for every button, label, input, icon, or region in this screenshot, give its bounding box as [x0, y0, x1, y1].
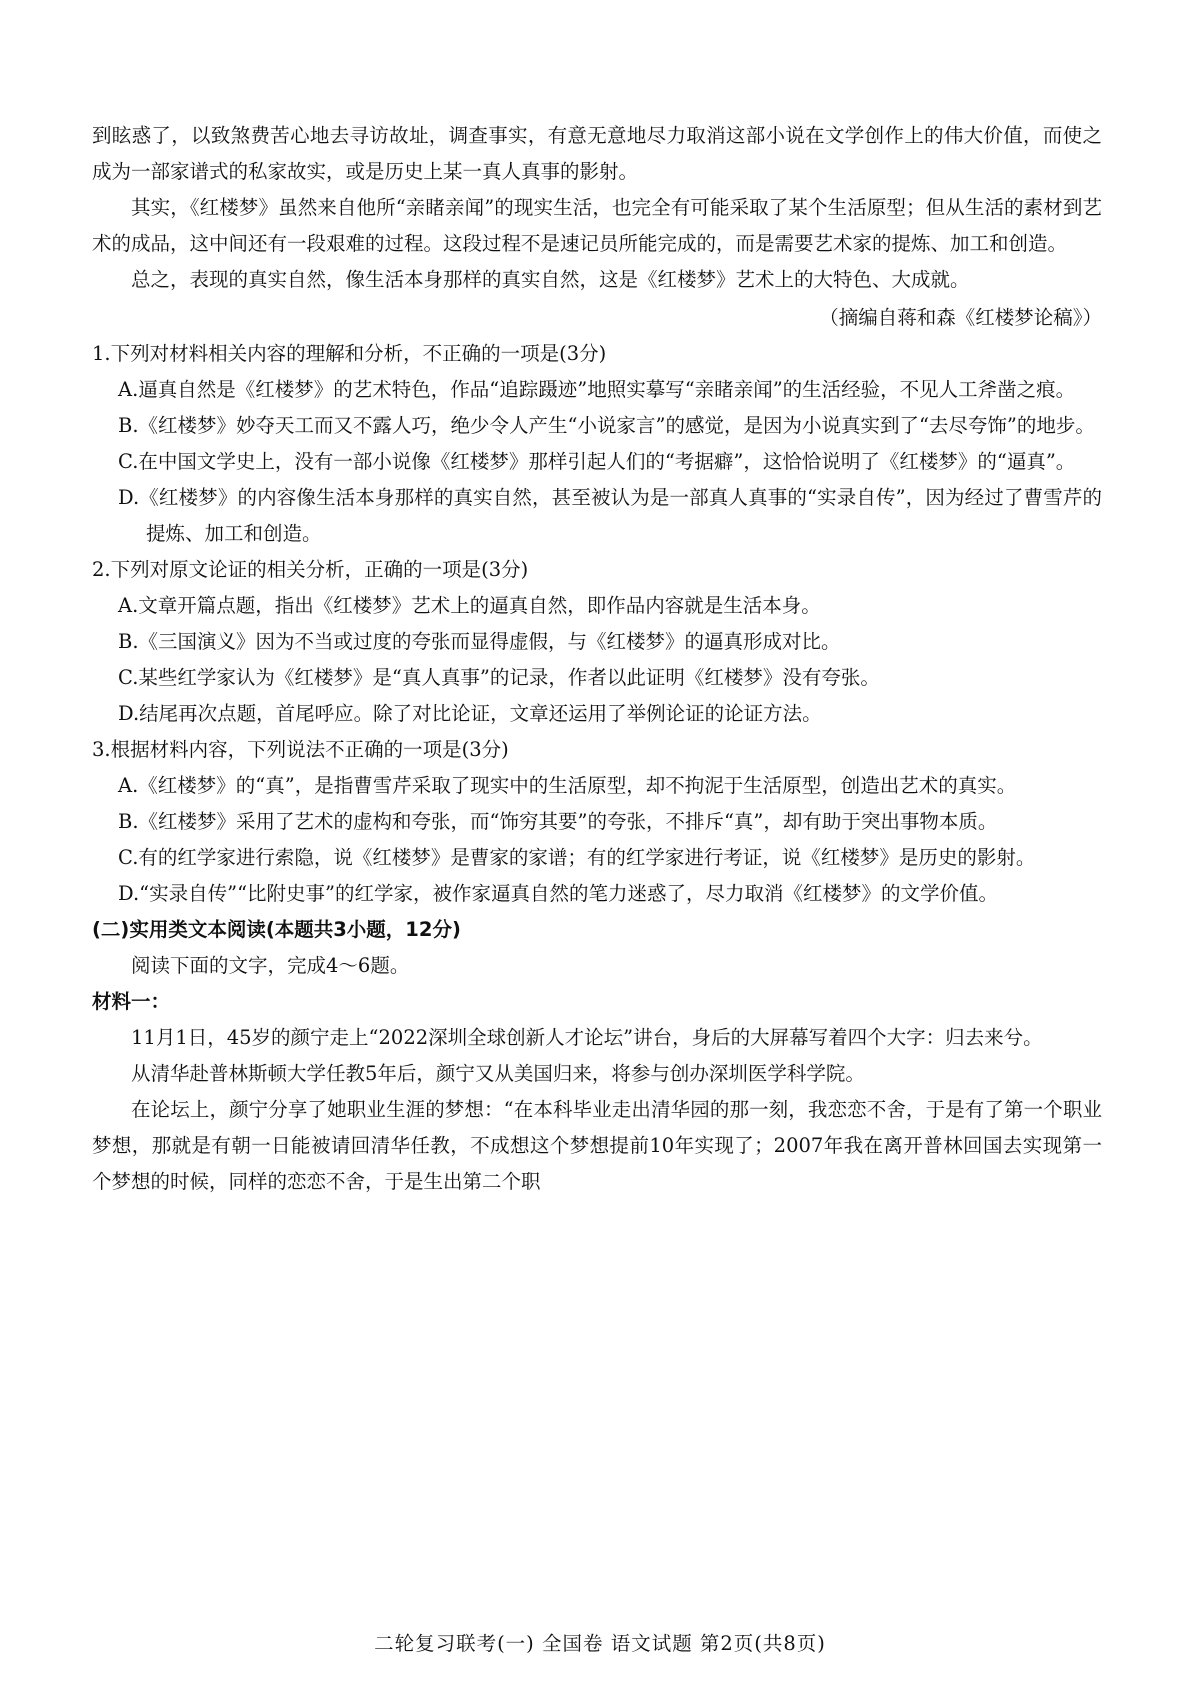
option-c: C.在中国文学史上，没有一部小说像《红楼梦》那样引起人们的“考据癖”，这恰恰说明了《红楼梦》的“逼真”。: [118, 450, 1076, 473]
passage-paragraph-1: 到眩惑了，以致煞费苦心地去寻访故址，调查事实，有意无意地尽力取消这部小说在文学创作上的伟大价值，而使之成为一部家谱式的私家故实，或是历史上某一真人真事的影射。: [92, 124, 1102, 183]
section-2: [92, 912, 1102, 1200]
section-instruction: 阅读下面的文字，完成4～6题。: [131, 954, 410, 977]
option-b: B.《三国演义》因为不当或过度的夸张而显得虚假，与《红楼梦》的逼真形成对比。: [118, 630, 841, 653]
option-d: D.《红楼梦》的内容像生活本身那样的真实自然，甚至被认为是一部真人真事的“实录自传”，因为经过了曹雪芹的提炼、加工和创造。: [118, 486, 1102, 545]
option-d: D.结尾再次点题，首尾呼应。除了对比论证，文章还运用了举例论证的论证方法。: [118, 702, 822, 725]
option-b: B.《红楼梦》妙夺天工而又不露人巧，绝少令人产生“小说家言”的感觉，是因为小说真实到了“去尽夸饰”的地步。: [118, 414, 1095, 437]
material-paragraph-1: 11月1日，45岁的颜宁走上“2022深圳全球创新人才论坛”讲台，身后的大屏幕写着四个大字：归去来兮。: [131, 1026, 1043, 1049]
passage: [92, 118, 1102, 336]
question-2: [92, 552, 1102, 732]
passage-source: （摘编自蒋和森《红楼梦论稿》）: [819, 306, 1102, 329]
section-heading: (二)实用类文本阅读(本题共3小题，12分): [92, 918, 461, 941]
passage-paragraph-3: 总之，表现的真实自然，像生活本身那样的真实自然，这是《红楼梦》艺术上的大特色、大成就。: [131, 268, 970, 291]
question-stem: 3.根据材料内容，下列说法不正确的一项是(3分): [92, 738, 509, 761]
material-label: 材料一：: [92, 990, 171, 1013]
option-a: A.逼真自然是《红楼梦》的艺术特色，作品“追踪蹑迹”地照实摹写“亲睹亲闻”的生活经验，不见人工斧凿之痕。: [118, 378, 1076, 401]
passage-paragraph-2: 其实，《红楼梦》虽然来自他所“亲睹亲闻”的现实生活，也完全有可能采取了某个生活原型；但从生活的素材到艺术的成品，这中间还有一段艰难的过程。这段过程不是速记员所能完成的，而是需要艺术家的提炼、加工和创造。: [92, 196, 1102, 255]
option-a: A.《红楼梦》的“真”，是指曹雪芹采取了现实中的生活原型，却不拘泥于生活原型，创造出艺术的真实。: [118, 774, 1017, 797]
question-stem: 1.下列对材料相关内容的理解和分析，不正确的一项是(3分): [92, 342, 607, 365]
option-c: C.某些红学家认为《红楼梦》是“真人真事”的记录，作者以此证明《红楼梦》没有夸张。: [118, 666, 880, 689]
option-a: A.文章开篇点题，指出《红楼梦》艺术上的逼真自然，即作品内容就是生活本身。: [118, 594, 821, 617]
material-paragraph-2: 从清华赴普林斯顿大学任教5年后，颜宁又从美国归来，将参与创办深圳医学科学院。: [131, 1062, 865, 1085]
page-footer: 二轮复习联考(一) 全国卷 语文试题 第2页(共8页): [374, 1632, 826, 1655]
option-d: D.“实录自传”“比附史事”的红学家，被作家逼真自然的笔力迷惑了，尽力取消《红楼梦》的文学价值。: [118, 882, 999, 905]
material-paragraph-3: 在论坛上，颜宁分享了她职业生涯的梦想：“在本科毕业走出清华园的那一刻，我恋恋不舍，于是有了第一个职业梦想，那就是有朝一日能被请回清华任教，不成想这个梦想提前10年实现了；2007年我在离开普林回国去实现第一个梦想的时候，同样的恋恋不舍，于是生出第二个职: [92, 1098, 1102, 1193]
option-b: B.《红楼梦》采用了艺术的虚构和夸张，而“饰穷其要”的夸张，不排斥“真”，却有助于突出事物本质。: [118, 810, 998, 833]
question-3: [92, 732, 1102, 912]
option-c: C.有的红学家进行索隐，说《红楼梦》是曹家的家谱；有的红学家进行考证，说《红楼梦》是历史的影射。: [118, 846, 1036, 869]
question-1: [92, 336, 1102, 552]
question-stem: 2.下列对原文论证的相关分析，正确的一项是(3分): [92, 558, 529, 581]
